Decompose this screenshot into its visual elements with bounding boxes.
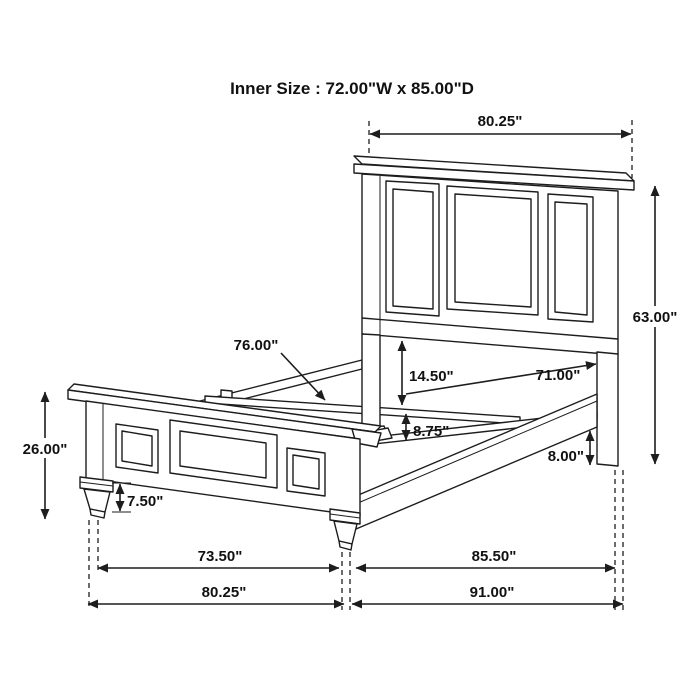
dim-footboard-width [88, 584, 344, 604]
label-headboard-to-rail-drop: 14.50" [409, 368, 454, 385]
headboard-right-leg [597, 352, 618, 466]
label-footboard-leg-height: 7.50" [127, 493, 164, 510]
label-footboard-width: 80.25" [201, 584, 247, 601]
headboard-panel-right-inner [555, 202, 587, 315]
label-footboard-height: 26.00" [22, 441, 68, 458]
dim-headboard-height [628, 186, 682, 464]
label-headboard-width: 80.25" [477, 113, 523, 130]
label-overall-depth: 91.00" [469, 584, 515, 601]
label-slat-rail-length: 76.00" [233, 337, 279, 354]
label-headboard-leg-height: 8.00" [547, 448, 584, 465]
footboard-panel-left-inner [122, 431, 152, 466]
headboard-panel-left-inner [393, 189, 433, 309]
dim-footboard-height [17, 392, 73, 519]
label-footboard-inner-width: 73.50" [197, 548, 243, 565]
dim-side-rail-length [356, 548, 615, 568]
label-side-rail-length: 85.50" [471, 548, 517, 565]
footboard-panel-right-inner [293, 455, 319, 489]
label-headboard-height: 63.00" [632, 309, 678, 326]
dim-headboard-to-rail-drop [402, 341, 454, 405]
headboard-panel-center-inner [455, 194, 531, 307]
dim-headboard-width [370, 113, 631, 134]
inner-size-title: Inner Size : 72.00"W x 85.00"D [230, 79, 474, 98]
left-foot-cup [84, 489, 110, 512]
headboard-left-leg [362, 334, 380, 430]
label-inner-rail-clearance: 71.00" [535, 367, 581, 384]
label-rail-to-slat-height: 8.75" [413, 423, 450, 440]
dim-footboard-inner-width [98, 548, 339, 568]
right-foot-cup [334, 521, 357, 544]
dim-overall-depth [352, 584, 623, 604]
